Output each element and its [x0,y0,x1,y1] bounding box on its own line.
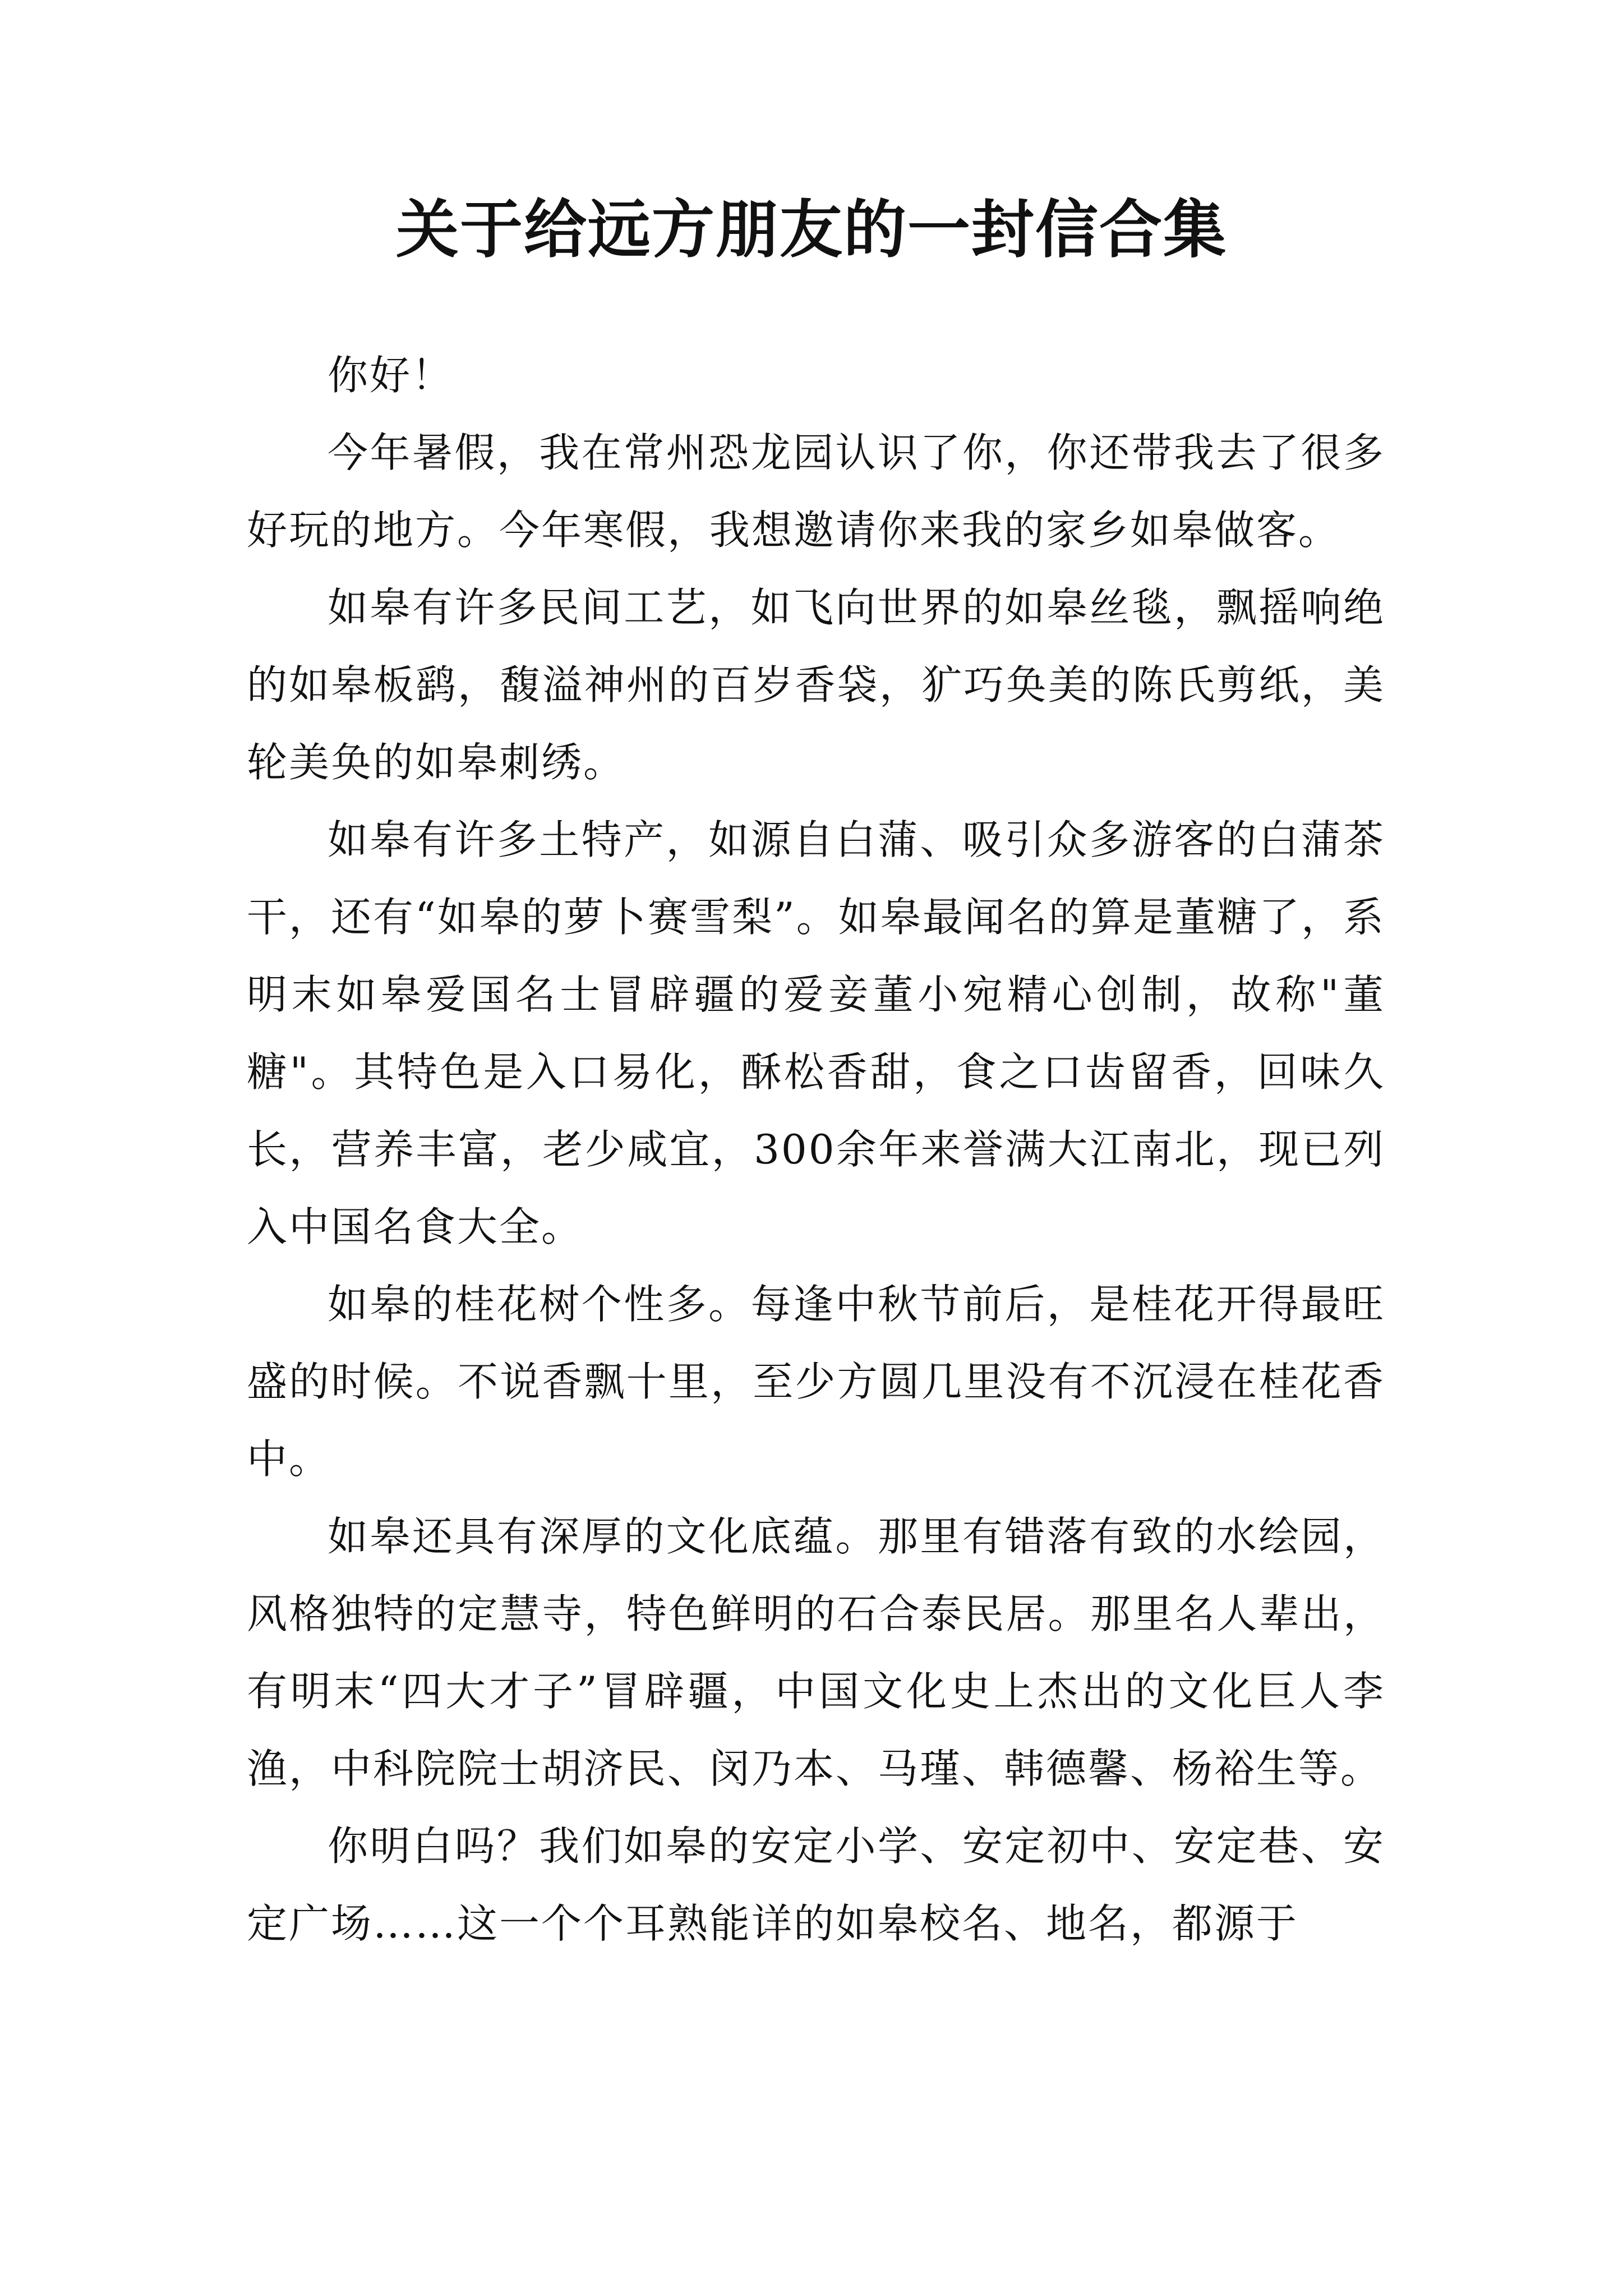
paragraph-local-specialties: 如皋有许多土特产，如源自白蒲、吸引众多游客的白蒲茶干，还有“如皋的萝卜赛雪梨”。如皋最闻名的算是董糖了，系明末如皋爱国名士冒辟疆的爱妾董小宛精心创制，故称"董糖"。其特色是入口易化，酥松香甜，食之口齿留香，回味久长，营养丰富，老少咸宜，300余年来誉满大江南北，现已列入中国名食大全。 [247,816,1385,1250]
paragraph-folk-crafts: 如皋有许多民间工艺，如飞向世界的如皋丝毯，飘摇响绝的如皋板鹞，馥溢神州的百岁香袋，犷巧奂美的陈氏剪纸，美轮美奂的如皋刺绣。 [247,584,1385,786]
letter-greeting: 你好！ [328,352,454,399]
document-title: 关于给远方朋友的一封信合集 [396,193,1227,266]
paragraph-osmanthus: 如皋的桂花树个性多。每逢中秋节前后，是桂花开得最旺盛的时候。不说香飘十里，至少方圆几里没有不沉浸在桂花香中。 [247,1281,1385,1483]
letter-body [247,337,1385,1962]
paragraph-culture: 如皋还具有深厚的文化底蕴。那里有错落有致的水绘园，风格独特的定慧寺，特色鲜明的石合泰民居。那里名人辈出，有明末“四大才子”冒辟疆，中国文化史上杰出的文化巨人李渔，中科院院士胡济民、闵乃本、马瑾、韩德馨、杨裕生等。 [247,1513,1385,1792]
paragraph-summer-meeting: 今年暑假，我在常州恐龙园认识了你，你还带我去了很多好玩的地方。今年寒假，我想邀请你来我的家乡如皋做客。 [247,429,1385,554]
paragraph-anding: 你明白吗？我们如皋的安定小学、安定初中、安定巷、安定广场……这一个个耳熟能详的如皋校名、地名，都源于 [247,1823,1385,1947]
